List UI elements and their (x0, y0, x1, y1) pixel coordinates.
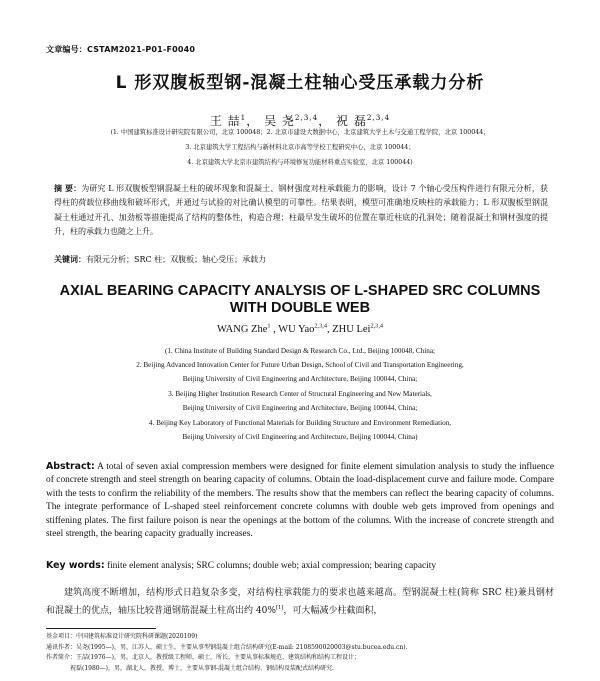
cn-author-sup: 2,3,4 (294, 113, 319, 122)
chinese-abstract (54, 182, 548, 239)
en-author-sup: 2,3,4 (370, 322, 384, 330)
en-abstract-label: Abstract: (46, 461, 95, 472)
en-affiliation: 3. Beijing Higher Institution Research Center of Structural Engineering and New Materials, (168, 390, 432, 398)
citation-ref: [1] (275, 605, 284, 611)
en-affiliation: 2. Beijing Advanced Innovation Center for Future Urban Design, School of Civil and Transportation Engineering, (136, 361, 464, 369)
english-keywords (46, 560, 554, 571)
chinese-keywords (54, 254, 548, 266)
cn-author-name: 王 喆 (209, 114, 241, 128)
cn-abstract-text: 为研究 L 形双腹板型钢混凝土柱的破坏现象和混凝土、钢材强度对柱承载能力的影响，设计 7 个轴心受压构件进行有限元分析，获得柱的荷载位移曲线和破坏形式，并通过与试验的对比确认模型的可靠性。结果表明，模型可准确地反映柱的承载能力；L 形双腹板型钢混凝土柱通过开孔、加劲板等措施提高了结构的整体性，构造合理；柱最早发生破坏的位置在靠近柱底的孔洞处；随着混凝土和钢材强度的提升，柱的承载力也随之上升。 (54, 184, 548, 236)
cn-author-sup: 1 (240, 113, 247, 122)
en-author-sup: 2,3,4 (314, 322, 327, 330)
en-affiliation: (1. China Institute of Building Standard Design & Research Co., Ltd., Beijing 100048, China; (164, 347, 436, 355)
footnote-author-bio: 祝磊(1980—)，男，湖北人，教授，博士，主要从事钢-混凝土组合结构、钢结构及装配式结构研究. (70, 664, 334, 672)
en-author-sup: 1 (267, 322, 271, 330)
cn-author-sup: 2,3,4 (366, 113, 391, 122)
footnote-divider (46, 628, 156, 629)
cn-affiliation: (1. 中国建筑标准设计研究院有限公司，北京 100048；2. 北京市建设大数据中心，北京建筑大学土木与交通工程学院，北京 100044； (110, 129, 490, 136)
cn-keywords-text: 有限元分析；SRC 柱；双腹板；轴心受压；承载力 (86, 255, 267, 264)
cn-author-name: 吴 尧 (264, 114, 295, 128)
en-author-name: WU Yao (278, 324, 315, 335)
en-affiliation: Beijing University of Civil Engineering and Architecture, Beijing 100044, China; (182, 375, 418, 383)
en-affiliation: 4. Beijing Key Laboratory of Functional Materials for Building Structure and Environment Remediation, (148, 419, 452, 427)
en-affiliation: Beijing University of Civil Engineering and Architecture, Beijing 100044, China; (182, 404, 418, 412)
body-paragraph (46, 584, 554, 620)
cn-abstract-label: 摘 要： (54, 184, 82, 193)
english-title: AXIAL BEARING CAPACITY ANALYSIS OF L-SHAPED SRC COLUMNS WITH DOUBLE WEB (59, 283, 541, 316)
english-authors: WANG Zhe$^1$ , WU Yao$^{2,3,4}$, ZHU Lei$^{2,3,4}$ (216, 322, 384, 335)
en-keywords-label: Key words: (46, 560, 105, 571)
en-author-name: WANG Zhe (216, 324, 268, 335)
cn-affiliation: 4. 北京建筑大学北京市建筑结构与环境修复功能材料重点实验室，北京 100044) (187, 159, 413, 166)
footnote-author-bio: 作者简介：王喆(1976—)，男，北京人，教授级工程师，硕士，所长，主要从事标准规范、建筑结构和结构工程设计； (46, 654, 360, 661)
body-text: 建筑高度不断增加，结构形式日趋复杂多变，对结构柱承载能力的要求也越来越高。型钢混凝土柱(简称 SRC 柱)兼具钢材和混凝土的优点，轴压比较普通钢筋混凝土柱高出约 40% (46, 588, 554, 616)
chinese-title: L 形双腹板型钢-混凝土柱轴心受压承载力分析 (115, 73, 485, 93)
en-author-name: ZHU Lei (332, 324, 371, 335)
chinese-authors: 王 喆$^1$， 吴 尧$^{2,3,4}$， 祝 磊$^{2,3,4}$ (209, 113, 391, 128)
article-number: 文章编号：CSTAM2021-P01-F0040 (46, 45, 196, 54)
english-abstract (46, 460, 554, 541)
cn-keywords-label: 关键词： (54, 255, 86, 264)
cn-affiliation: 3. 北京建筑大学工程结构与新材料北京市高等学校工程研究中心，北京 100044； (185, 144, 415, 151)
en-affiliation: Beijing University of Civil Engineering and Architecture, Beijing 100044, China) (182, 433, 418, 441)
body-text-end: ，可大幅减少柱截面积， (283, 606, 383, 616)
cn-author-name: 祝 磊 (336, 114, 367, 128)
footnotes (46, 632, 566, 674)
footnote-funding: 基金项目：中国建筑标准设计研究院科研课题(2020109) (46, 633, 198, 640)
en-keywords-text: finite element analysis; SRC columns; double web; axial compression; bearing capacity (106, 561, 437, 571)
footnote-corresponding: 通讯作者：吴尧(1995—)，男，江苏人，硕士生，主要从事型钢混凝土组合结构研究(E-mail: 2108590020003@stu.bucea.edu.cn). (46, 643, 408, 651)
en-abstract-text: A total of seven axial compression members were designed for finite element simulation analysis to study the influence of concrete strength and steel strength on bearing capacity of columns. Obtain the load-displacement curve and failure mode. Compare with the tests to confirm the reliability of the members. The results show that the members can reflect the bearing capacity of columns. The integrate performance of L-shaped steel reinforcement concrete columns with double web gets improved from openings and stiffening plates. The first failure poison is near the openings at the bottom of the columns. With the increase of concrete strength and steel strength, the bearing capacity gradually increases. (46, 462, 554, 540)
